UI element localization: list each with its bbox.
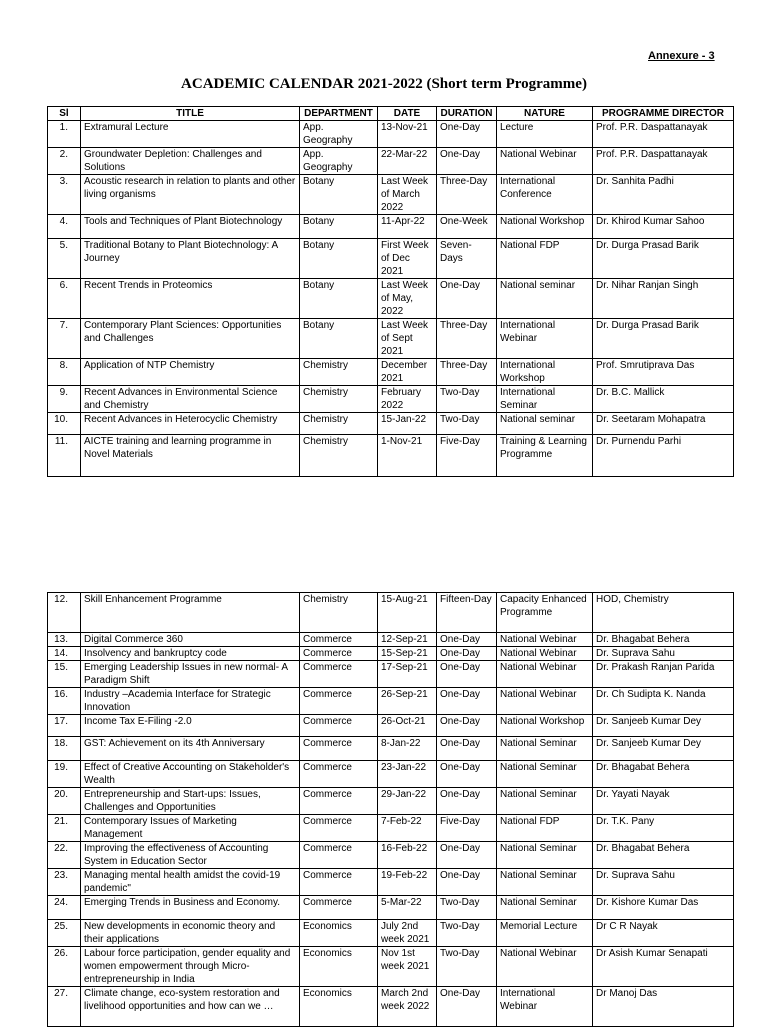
date-cell: July 2nd week 2021 [378, 920, 437, 947]
sl-cell: 24. [48, 896, 81, 920]
duration-cell: One-Week [437, 215, 497, 239]
nature-cell: National seminar [497, 413, 593, 435]
table-header-row [48, 107, 734, 121]
director-cell: HOD, Chemistry [593, 593, 734, 633]
director-cell: Dr Manoj Das [593, 987, 734, 1027]
title-cell: Entrepreneurship and Start-ups: Issues, Challenges and Opportunities [81, 788, 300, 815]
nature-cell: National Workshop [497, 715, 593, 737]
date-cell: 29-Jan-22 [378, 788, 437, 815]
department-cell: Chemistry [300, 413, 378, 435]
sl-cell: 3. [48, 175, 81, 215]
date-cell: 22-Mar-22 [378, 148, 437, 175]
title-cell: GST: Achievement on its 4th Anniversary [81, 737, 300, 761]
duration-cell: One-Day [437, 842, 497, 869]
nature-cell: National Seminar [497, 896, 593, 920]
duration-cell: Three-Day [437, 175, 497, 215]
date-cell: March 2nd week 2022 [378, 987, 437, 1027]
table-row [48, 987, 734, 1027]
director-cell: Dr. Bhagabat Behera [593, 842, 734, 869]
date-cell: 17-Sep-21 [378, 661, 437, 688]
duration-cell: Seven-Days [437, 239, 497, 279]
sl-cell: 11. [48, 435, 81, 477]
date-cell: 1-Nov-21 [378, 435, 437, 477]
director-cell: Dr. Seetaram Mohapatra [593, 413, 734, 435]
title-cell: Traditional Botany to Plant Biotechnology: A Journey [81, 239, 300, 279]
date-cell: 8-Jan-22 [378, 737, 437, 761]
nature-cell: International Webinar [497, 319, 593, 359]
sl-cell: 13. [48, 633, 81, 647]
sl-cell: 8. [48, 359, 81, 386]
duration-cell: One-Day [437, 737, 497, 761]
director-cell: Dr. B.C. Mallick [593, 386, 734, 413]
table-row [48, 121, 734, 148]
sl-cell: 2. [48, 148, 81, 175]
sl-cell: 18. [48, 737, 81, 761]
title-cell: Improving the effectiveness of Accounting System in Education Sector [81, 842, 300, 869]
date-cell: Last Week of March 2022 [378, 175, 437, 215]
table-row [48, 279, 734, 319]
date-cell: 15-Jan-22 [378, 413, 437, 435]
department-cell: Commerce [300, 688, 378, 715]
department-cell: Chemistry [300, 593, 378, 633]
sl-cell: 4. [48, 215, 81, 239]
date-cell: 15-Sep-21 [378, 647, 437, 661]
sl-cell: 25. [48, 920, 81, 947]
date-cell: Last Week of May, 2022 [378, 279, 437, 319]
table-row [48, 413, 734, 435]
duration-cell: One-Day [437, 647, 497, 661]
table-row [48, 788, 734, 815]
duration-cell: Two-Day [437, 896, 497, 920]
duration-cell: One-Day [437, 688, 497, 715]
nature-cell: National Seminar [497, 737, 593, 761]
title-cell: Contemporary Issues of Marketing Management [81, 815, 300, 842]
department-cell: Botany [300, 175, 378, 215]
director-cell: Dr. Suprava Sahu [593, 869, 734, 896]
date-cell: 23-Jan-22 [378, 761, 437, 788]
duration-cell: Two-Day [437, 947, 497, 987]
department-cell: Chemistry [300, 386, 378, 413]
sl-cell: 16. [48, 688, 81, 715]
date-cell: 11-Apr-22 [378, 215, 437, 239]
director-cell: Dr. Bhagabat Behera [593, 633, 734, 647]
department-cell: Economics [300, 920, 378, 947]
table-row [48, 661, 734, 688]
sl-cell: 1. [48, 121, 81, 148]
director-cell: Dr C R Nayak [593, 920, 734, 947]
sl-cell: 15. [48, 661, 81, 688]
department-cell: Botany [300, 319, 378, 359]
table-row [48, 148, 734, 175]
title-cell: New developments in economic theory and their applications [81, 920, 300, 947]
date-cell: Last Week of Sept 2021 [378, 319, 437, 359]
department-cell: Botany [300, 215, 378, 239]
nature-cell: National Webinar [497, 148, 593, 175]
department-cell: App. Geography [300, 148, 378, 175]
director-cell: Dr. Kishore Kumar Das [593, 896, 734, 920]
header-programme-director: PROGRAMME DIRECTOR [593, 107, 734, 121]
calendar-table-1 [47, 106, 734, 477]
duration-cell: One-Day [437, 715, 497, 737]
nature-cell: International Seminar [497, 386, 593, 413]
table-row [48, 239, 734, 279]
director-cell: Dr Asish Kumar Senapati [593, 947, 734, 987]
department-cell: Economics [300, 987, 378, 1027]
table-row [48, 715, 734, 737]
title-cell: Skill Enhancement Programme [81, 593, 300, 633]
department-cell: Commerce [300, 761, 378, 788]
table-row [48, 688, 734, 715]
nature-cell: National seminar [497, 279, 593, 319]
duration-cell: Three-Day [437, 359, 497, 386]
table-row [48, 737, 734, 761]
header-title: TITLE [81, 107, 300, 121]
sl-cell: 10. [48, 413, 81, 435]
department-cell: Botany [300, 239, 378, 279]
header-date: DATE [378, 107, 437, 121]
department-cell: Commerce [300, 869, 378, 896]
director-cell: Dr. Khirod Kumar Sahoo [593, 215, 734, 239]
table-row [48, 175, 734, 215]
title-cell: Managing mental health amidst the covid-19 pandemic" [81, 869, 300, 896]
table-row [48, 761, 734, 788]
sl-cell: 17. [48, 715, 81, 737]
nature-cell: National Seminar [497, 761, 593, 788]
nature-cell: National Seminar [497, 788, 593, 815]
title-cell: Recent Advances in Environmental Science and Chemistry [81, 386, 300, 413]
date-cell: February 2022 [378, 386, 437, 413]
department-cell: App. Geography [300, 121, 378, 148]
title-cell: Contemporary Plant Sciences: Opportunities and Challenges [81, 319, 300, 359]
table-row [48, 647, 734, 661]
title-cell: Income Tax E-Filing -2.0 [81, 715, 300, 737]
page-title: ACADEMIC CALENDAR 2021-2022 (Short term Programme) [181, 76, 587, 92]
department-cell: Commerce [300, 633, 378, 647]
title-cell: AICTE training and learning programme in Novel Materials [81, 435, 300, 477]
header-sl: Sl [48, 107, 81, 121]
director-cell: Dr. Suprava Sahu [593, 647, 734, 661]
director-cell: Prof. P.R. Daspattanayak [593, 148, 734, 175]
duration-cell: One-Day [437, 121, 497, 148]
director-cell: Dr. Purnendu Parhi [593, 435, 734, 477]
title-cell: Industry –Academia Interface for Strategic Innovation [81, 688, 300, 715]
sl-cell: 6. [48, 279, 81, 319]
annexure-label: Annexure - 3 [648, 50, 715, 62]
table-row [48, 319, 734, 359]
director-cell: Dr. Sanjeeb Kumar Dey [593, 737, 734, 761]
nature-cell: National Webinar [497, 661, 593, 688]
title-cell: Extramural Lecture [81, 121, 300, 148]
title-cell: Emerging Trends in Business and Economy. [81, 896, 300, 920]
nature-cell: International Webinar [497, 987, 593, 1027]
nature-cell: National Webinar [497, 647, 593, 661]
sl-cell: 27. [48, 987, 81, 1027]
date-cell: 7-Feb-22 [378, 815, 437, 842]
sl-cell: 12. [48, 593, 81, 633]
department-cell: Commerce [300, 661, 378, 688]
nature-cell: National Seminar [497, 842, 593, 869]
sl-cell: 20. [48, 788, 81, 815]
sl-cell: 21. [48, 815, 81, 842]
director-cell: Dr. Prakash Ranjan Parida [593, 661, 734, 688]
department-cell: Commerce [300, 737, 378, 761]
date-cell: December 2021 [378, 359, 437, 386]
header-nature: NATURE [497, 107, 593, 121]
title-cell: Application of NTP Chemistry [81, 359, 300, 386]
nature-cell: National Webinar [497, 947, 593, 987]
duration-cell: Three-Day [437, 319, 497, 359]
sl-cell: 19. [48, 761, 81, 788]
director-cell: Dr. Sanjeeb Kumar Dey [593, 715, 734, 737]
calendar-table-2 [47, 592, 734, 1027]
date-cell: 5-Mar-22 [378, 896, 437, 920]
director-cell: Dr. Sanhita Padhi [593, 175, 734, 215]
duration-cell: Two-Day [437, 386, 497, 413]
sl-cell: 23. [48, 869, 81, 896]
table-row [48, 869, 734, 896]
director-cell: Prof. P.R. Daspattanayak [593, 121, 734, 148]
title-cell: Insolvency and bankruptcy code [81, 647, 300, 661]
title-cell: Emerging Leadership Issues in new normal- A Paradigm Shift [81, 661, 300, 688]
nature-cell: Memorial Lecture [497, 920, 593, 947]
title-cell: Effect of Creative Accounting on Stakeholder's Wealth [81, 761, 300, 788]
sl-cell: 22. [48, 842, 81, 869]
title-cell: Groundwater Depletion: Challenges and Solutions [81, 148, 300, 175]
department-cell: Chemistry [300, 435, 378, 477]
director-cell: Prof. Smrutiprava Das [593, 359, 734, 386]
table-row [48, 215, 734, 239]
table-row [48, 896, 734, 920]
director-cell: Dr. T.K. Pany [593, 815, 734, 842]
title-cell: Climate change, eco-system restoration and livelihood opportunities and how can we … [81, 987, 300, 1027]
director-cell: Dr. Ch Sudipta K. Nanda [593, 688, 734, 715]
table-row [48, 386, 734, 413]
nature-cell: National FDP [497, 815, 593, 842]
duration-cell: One-Day [437, 279, 497, 319]
table-row [48, 842, 734, 869]
date-cell: 26-Sep-21 [378, 688, 437, 715]
nature-cell: National FDP [497, 239, 593, 279]
date-cell: 13-Nov-21 [378, 121, 437, 148]
duration-cell: One-Day [437, 869, 497, 896]
title-cell: Labour force participation, gender equality and women empowerment through Micro-entrepreneurship in India [81, 947, 300, 987]
nature-cell: Lecture [497, 121, 593, 148]
sl-cell: 26. [48, 947, 81, 987]
director-cell: Dr. Bhagabat Behera [593, 761, 734, 788]
sl-cell: 14. [48, 647, 81, 661]
nature-cell: National Webinar [497, 633, 593, 647]
nature-cell: Training & Learning Programme [497, 435, 593, 477]
duration-cell: Two-Day [437, 920, 497, 947]
table-row [48, 633, 734, 647]
table-row [48, 815, 734, 842]
table-row [48, 947, 734, 987]
department-cell: Commerce [300, 815, 378, 842]
table-row [48, 920, 734, 947]
date-cell: 12-Sep-21 [378, 633, 437, 647]
department-cell: Commerce [300, 788, 378, 815]
duration-cell: Five-Day [437, 435, 497, 477]
director-cell: Dr. Yayati Nayak [593, 788, 734, 815]
table-row [48, 359, 734, 386]
department-cell: Commerce [300, 842, 378, 869]
nature-cell: National Workshop [497, 215, 593, 239]
department-cell: Chemistry [300, 359, 378, 386]
duration-cell: One-Day [437, 661, 497, 688]
duration-cell: Five-Day [437, 815, 497, 842]
sl-cell: 5. [48, 239, 81, 279]
date-cell: 19-Feb-22 [378, 869, 437, 896]
duration-cell: One-Day [437, 633, 497, 647]
nature-cell: National Seminar [497, 869, 593, 896]
director-cell: Dr. Nihar Ranjan Singh [593, 279, 734, 319]
title-cell: Recent Trends in Proteomics [81, 279, 300, 319]
duration-cell: One-Day [437, 788, 497, 815]
department-cell: Commerce [300, 647, 378, 661]
nature-cell: International Conference [497, 175, 593, 215]
department-cell: Commerce [300, 896, 378, 920]
director-cell: Dr. Durga Prasad Barik [593, 239, 734, 279]
date-cell: 16-Feb-22 [378, 842, 437, 869]
date-cell: 15-Aug-21 [378, 593, 437, 633]
director-cell: Dr. Durga Prasad Barik [593, 319, 734, 359]
duration-cell: One-Day [437, 148, 497, 175]
date-cell: First Week of Dec 2021 [378, 239, 437, 279]
table-row [48, 435, 734, 477]
nature-cell: International Workshop [497, 359, 593, 386]
department-cell: Commerce [300, 715, 378, 737]
table-row [48, 593, 734, 633]
duration-cell: Fifteen-Day [437, 593, 497, 633]
title-cell: Digital Commerce 360 [81, 633, 300, 647]
nature-cell: Capacity Enhanced Programme [497, 593, 593, 633]
duration-cell: One-Day [437, 761, 497, 788]
duration-cell: One-Day [437, 987, 497, 1027]
title-cell: Acoustic research in relation to plants and other living organisms [81, 175, 300, 215]
title-cell: Tools and Techniques of Plant Biotechnology [81, 215, 300, 239]
header-department: DEPARTMENT [300, 107, 378, 121]
title-cell: Recent Advances in Heterocyclic Chemistry [81, 413, 300, 435]
date-cell: Nov 1st week 2021 [378, 947, 437, 987]
date-cell: 26-Oct-21 [378, 715, 437, 737]
department-cell: Economics [300, 947, 378, 987]
sl-cell: 7. [48, 319, 81, 359]
header-duration: DURATION [437, 107, 497, 121]
duration-cell: Two-Day [437, 413, 497, 435]
nature-cell: National Webinar [497, 688, 593, 715]
sl-cell: 9. [48, 386, 81, 413]
department-cell: Botany [300, 279, 378, 319]
